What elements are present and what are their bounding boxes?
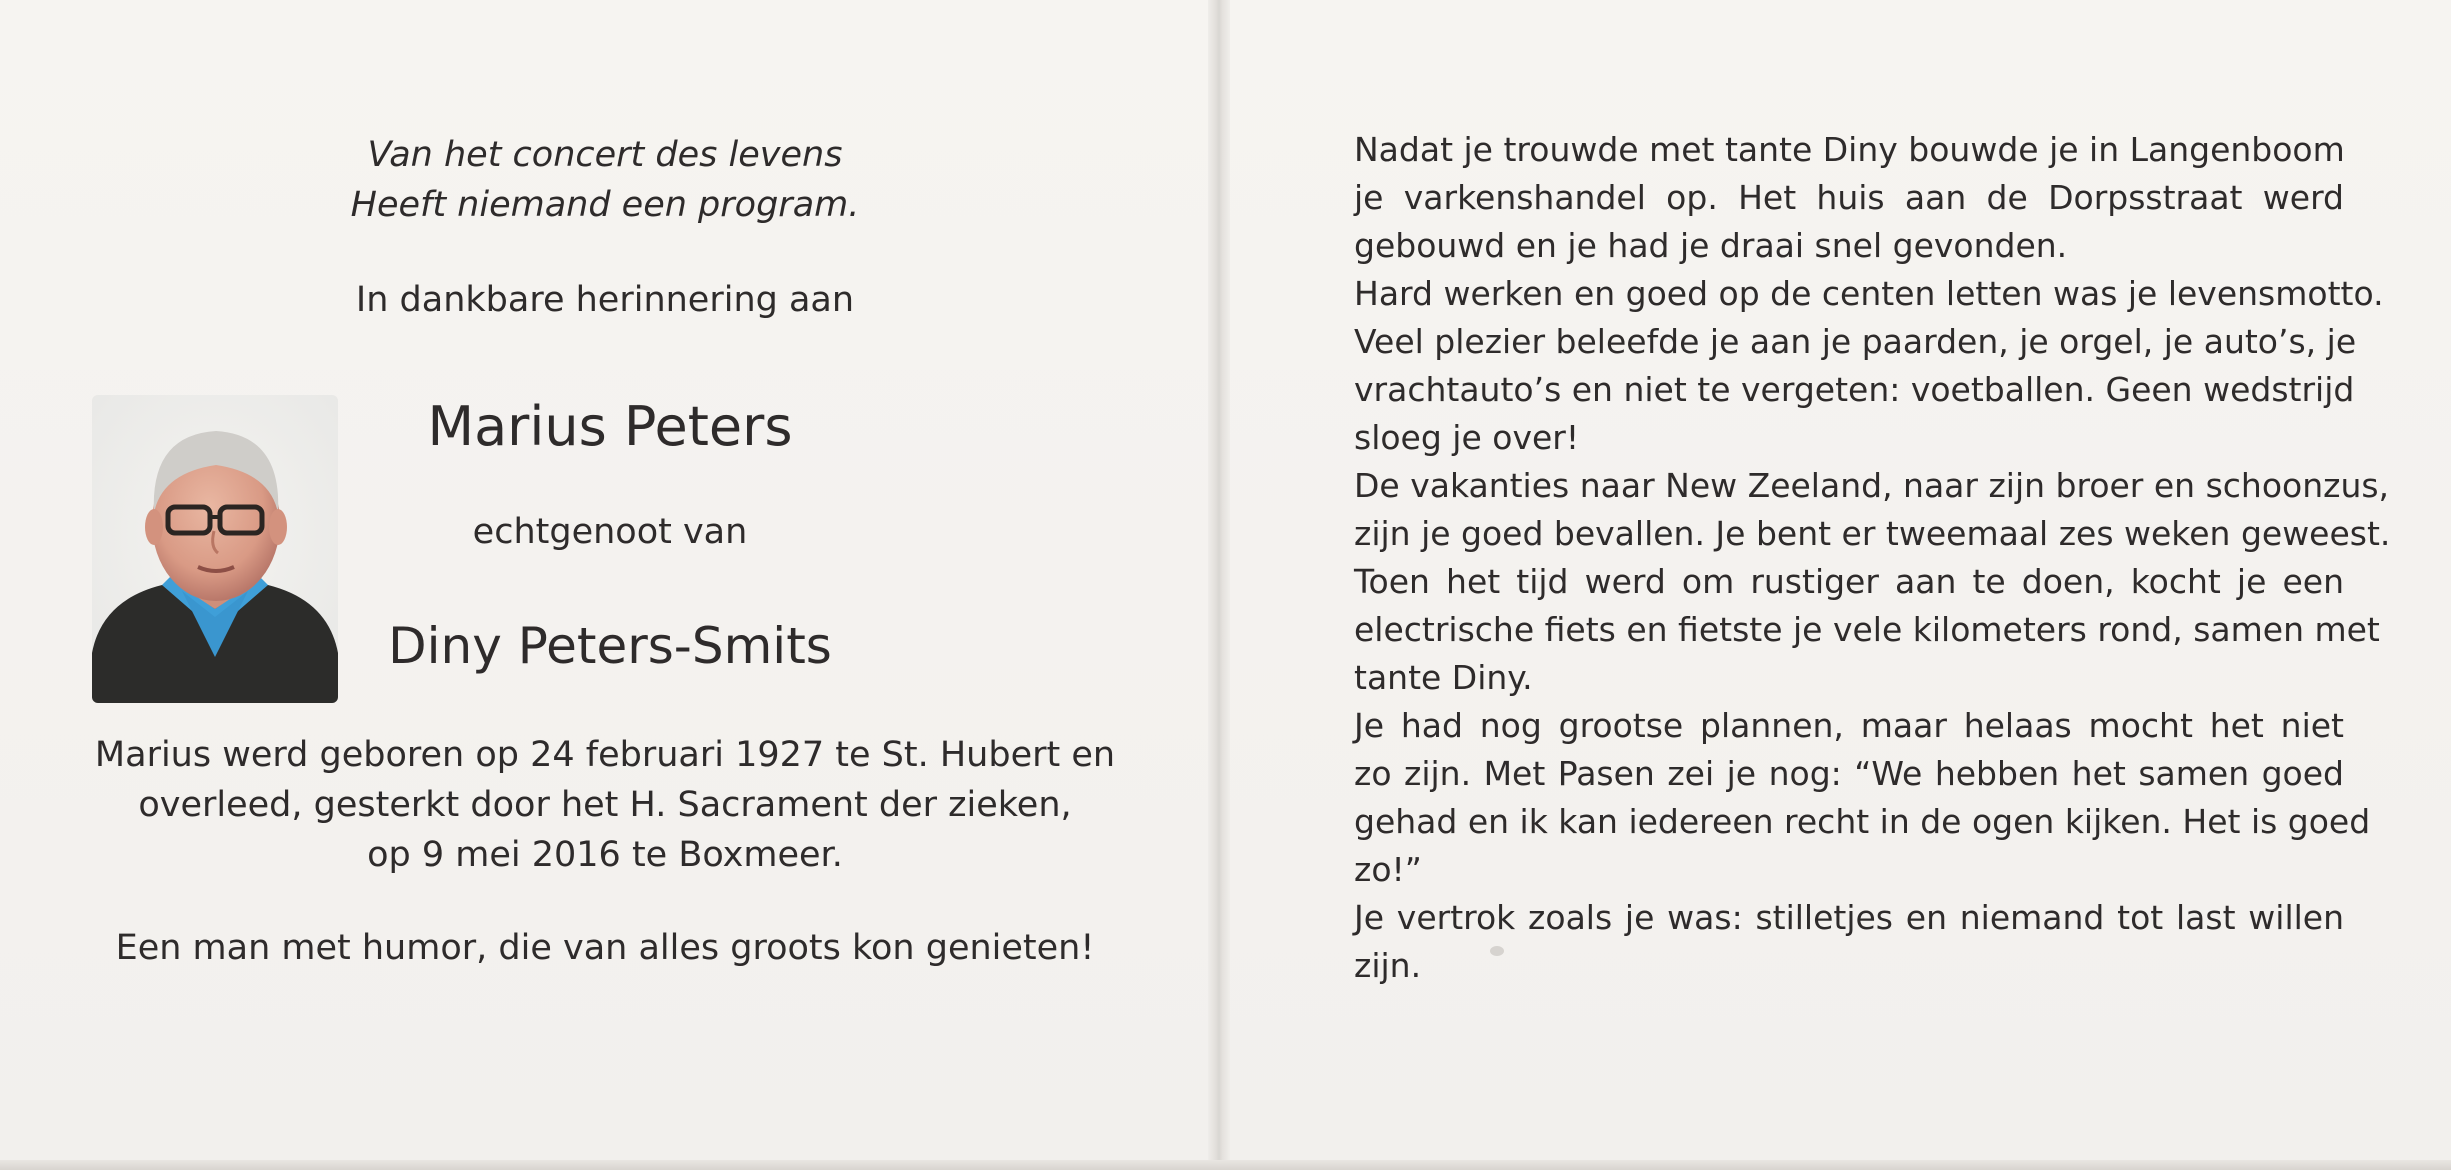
story-line: zijn je goed bevallen. Je bent er tweemaal zes weken geweest. xyxy=(1354,514,2391,553)
opening-quote xyxy=(0,130,1210,230)
left-panel xyxy=(0,0,1210,1160)
story-line: De vakanties naar New Zeeland, naar zijn broer en schoonzus, xyxy=(1354,466,2390,505)
story-line: zo!” xyxy=(1354,850,1422,889)
story-line: sloeg je over! xyxy=(1354,418,1580,457)
paper-smudge xyxy=(1490,946,1504,956)
intro-text: In dankbare herinnering aan xyxy=(355,280,855,320)
story-line: Nadat je trouwde met tante Diny bouwde je in Langenboom xyxy=(1354,130,2345,169)
story-line: tante Diny. xyxy=(1354,658,1533,697)
story-line: gehad en ik kan iedereen recht in de ogen kijken. Het is goed xyxy=(1354,802,2371,841)
card-bottom-edge xyxy=(0,1160,2451,1170)
bio-line: overleed, gesterkt door het H. Sacrament der zieken, xyxy=(138,785,1072,825)
story-line: Je had nog grootse plannen, maar helaas mocht het niet xyxy=(1354,706,2344,745)
deceased-name: Marius Peters xyxy=(427,395,793,458)
closing-motto: Een man met humor, die van alles groots kon genieten! xyxy=(115,928,1095,968)
bio-line: Marius werd geboren op 24 februari 1927 te St. Hubert en xyxy=(94,735,1116,775)
quote-line: Van het concert des levens xyxy=(367,135,843,175)
story-line: Toen het tijd werd om rustiger aan te doen, kocht je een xyxy=(1354,562,2344,601)
life-story xyxy=(1354,126,2391,990)
story-line: electrische fiets en fietste je vele kilometers rond, samen met xyxy=(1354,610,2380,649)
relation-text: echtgenoot van xyxy=(472,512,748,552)
story-line: gebouwd en je had je draai snel gevonden. xyxy=(1354,226,2068,265)
story-line: zijn. xyxy=(1354,946,1422,985)
story-line: Veel plezier beleefde je aan je paarden, je orgel, je auto’s, je xyxy=(1354,322,2357,361)
biography xyxy=(0,730,1210,880)
story-line: je varkenshandel op. Het huis aan de Dorpsstraat werd xyxy=(1354,178,2344,217)
spouse-name: Diny Peters-Smits xyxy=(388,617,832,675)
bio-line: op 9 mei 2016 te Boxmeer. xyxy=(367,835,843,875)
story-line: Hard werken en goed op de centen letten was je levensmotto. xyxy=(1354,274,2384,313)
story-line: Je vertrok zoals je was: stilletjes en niemand tot last willen xyxy=(1354,898,2344,937)
quote-line: Heeft niemand een program. xyxy=(350,185,860,225)
story-line: zo zijn. Met Pasen zei je nog: “We hebben het samen goed xyxy=(1354,754,2344,793)
story-line: vrachtauto’s en niet te vergeten: voetballen. Geen wedstrijd xyxy=(1354,370,2355,409)
